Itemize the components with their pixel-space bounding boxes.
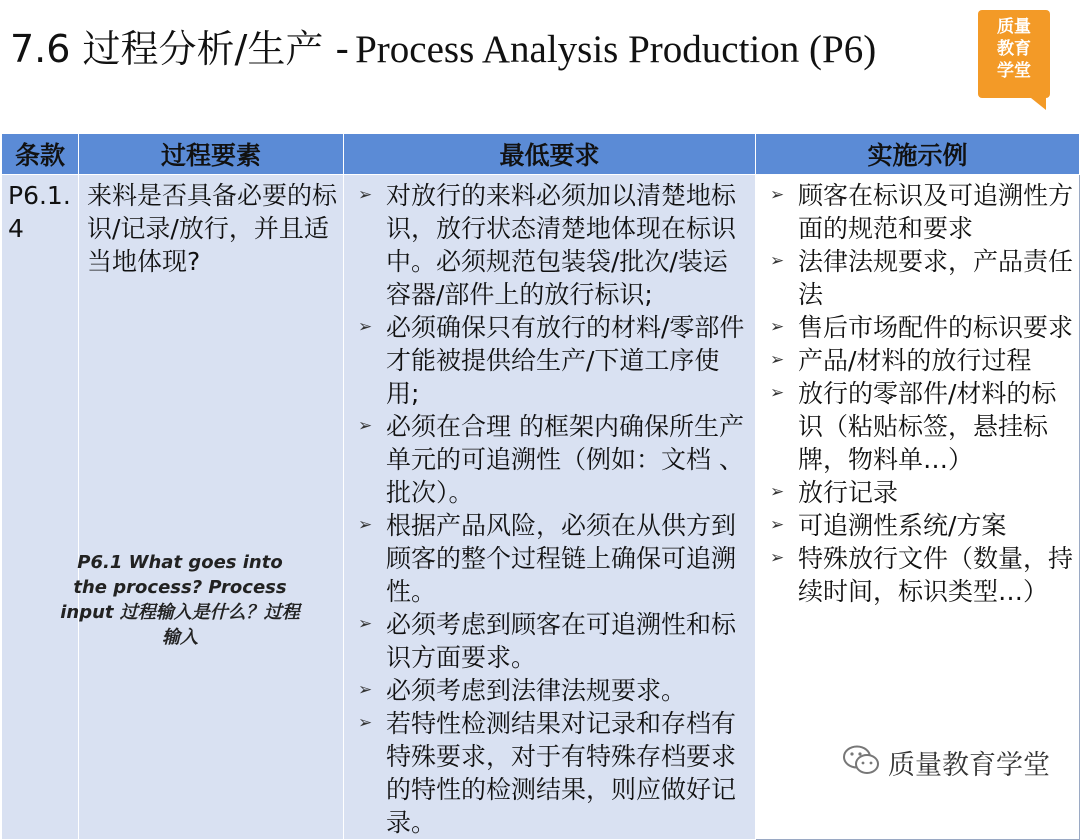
arrow-bullet-icon: ➢ — [358, 416, 373, 436]
arrow-bullet-icon: ➢ — [358, 317, 373, 337]
table-row — [2, 175, 1080, 840]
wechat-icon — [842, 744, 880, 776]
watermark-text: 质量教育学堂 — [888, 750, 1050, 781]
slide-title — [10, 18, 876, 78]
header-examples: 实施示例 — [756, 134, 1080, 175]
logo-line-3: 学堂 — [997, 61, 1031, 81]
table-header-row — [2, 134, 1080, 175]
requirements-list — [352, 179, 749, 839]
arrow-bullet-icon: ➢ — [358, 680, 373, 700]
brand-logo — [978, 10, 1050, 108]
element-cell — [79, 175, 344, 840]
list-item: ➢ 顾客在标识及可追溯性方面的规范和要求 — [770, 181, 1074, 243]
list-item: ➢ 可追溯性系统/方案 — [770, 511, 1007, 540]
list-item: ➢ 必须确保只有放行的材料/零部件才能被提供给生产/下道工序使用; — [358, 313, 745, 408]
arrow-bullet-icon: ➢ — [770, 383, 785, 403]
list-item: ➢ 售后市场配件的标识要求 — [770, 313, 1074, 342]
list-item: ➢ 必须在合理 的框架内确保所生产单元的可追溯性（例如：文档 、批次）。 — [358, 412, 744, 507]
process-element-text: 来料是否具备必要的标识/记录/放行，并且适当地体现? — [87, 181, 338, 276]
list-item: ➢ 必须考虑到法律法规要求。 — [358, 676, 687, 705]
list-item: ➢ 放行记录 — [770, 478, 899, 507]
title-english: Process Analysis Production (P6) — [355, 28, 877, 71]
arrow-bullet-icon: ➢ — [358, 515, 373, 535]
arrow-bullet-icon: ➢ — [770, 350, 785, 370]
header-process-element: 过程要素 — [79, 134, 344, 175]
examples-list — [764, 179, 1073, 608]
list-item: ➢ 放行的零部件/材料的标识（粘贴标签，悬挂标牌，物料单…） — [770, 379, 1057, 474]
list-item: ➢ 法律法规要求，产品责任法 — [770, 247, 1074, 309]
logo-line-1: 质量 — [997, 17, 1031, 37]
process-input-note: P6.1 What goes into the process? Process input 过程输入是什么？过程输入 — [60, 552, 300, 648]
list-item: ➢ 若特性检测结果对记录和存档有特殊要求，对于有特殊存档要求的特性的检测结果，则应做好记录。 — [358, 709, 737, 837]
list-item: ➢ 必须考虑到顾客在可追溯性和标识方面要求。 — [358, 610, 737, 672]
arrow-bullet-icon: ➢ — [770, 185, 785, 205]
requirements-cell — [344, 175, 756, 840]
list-item: ➢ 产品/材料的放行过程 — [770, 346, 1032, 375]
header-clause: 条款 — [2, 134, 79, 175]
list-item: ➢ 特殊放行文件（数量，持续时间，标识类型…） — [770, 544, 1074, 606]
arrow-bullet-icon: ➢ — [770, 482, 785, 502]
arrow-bullet-icon: ➢ — [358, 185, 373, 205]
requirements-table — [1, 133, 1080, 840]
arrow-bullet-icon: ➢ — [358, 614, 373, 634]
list-item: ➢ 根据产品风险，必须在从供方到顾客的整个过程链上确保可追溯性。 — [358, 511, 737, 606]
clause-number: P6.1.4 — [8, 181, 71, 243]
arrow-bullet-icon: ➢ — [770, 515, 785, 535]
clause-cell — [2, 175, 79, 840]
header-min-requirements: 最低要求 — [344, 134, 756, 175]
logo-line-2: 教育 — [997, 39, 1031, 59]
arrow-bullet-icon: ➢ — [358, 713, 373, 733]
arrow-bullet-icon: ➢ — [770, 317, 785, 337]
list-item: ➢ 对放行的来料必须加以清楚地标识，放行状态清楚地体现在标识中。必须规范包装袋/批次/装运容器/部件上的放行标识; — [358, 181, 737, 309]
arrow-bullet-icon: ➢ — [770, 251, 785, 271]
examples-cell — [756, 175, 1080, 840]
title-chinese: 7.6 过程分析/生产 - — [10, 27, 350, 71]
arrow-bullet-icon: ➢ — [770, 548, 785, 568]
